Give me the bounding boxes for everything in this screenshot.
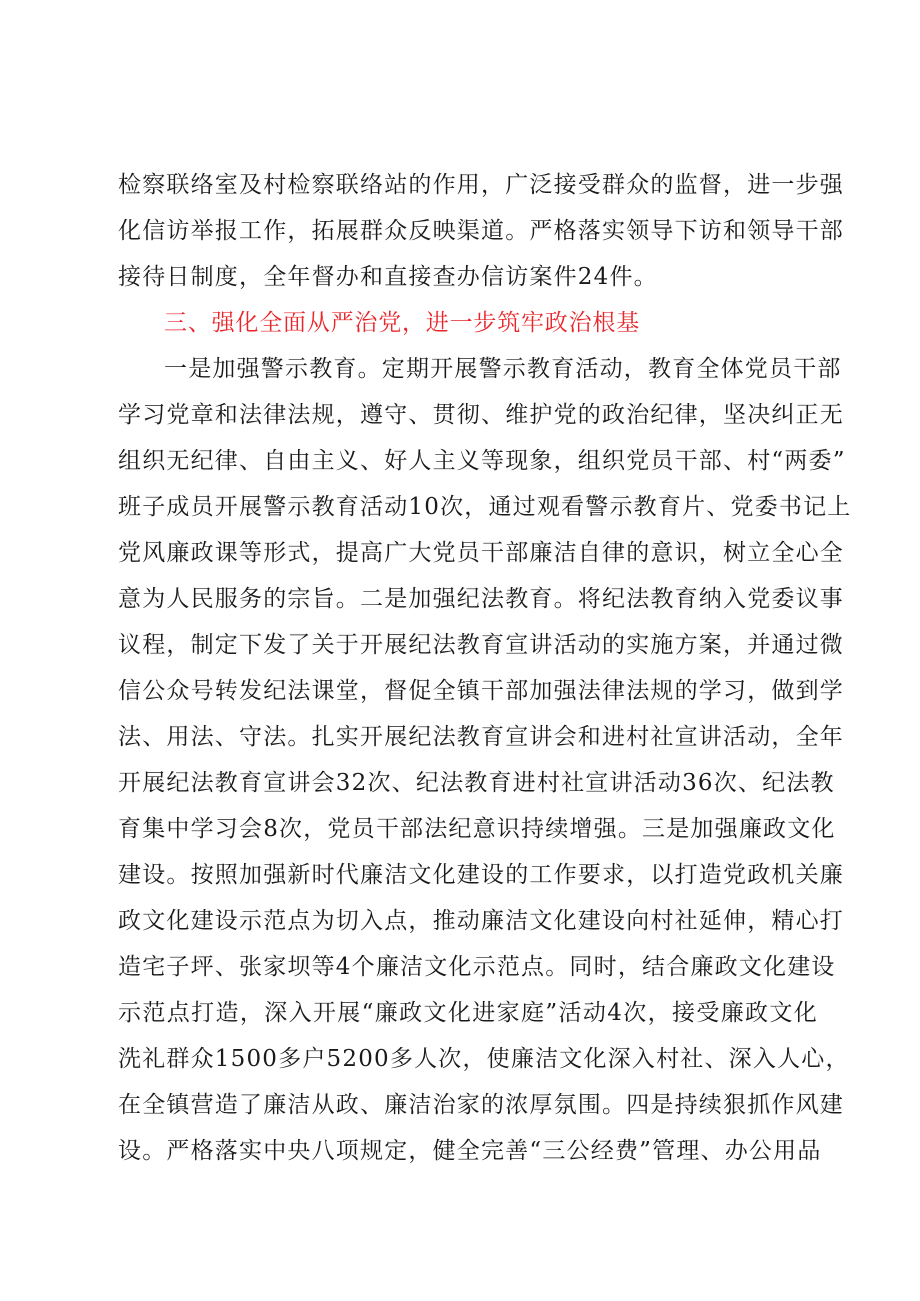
body-text-line: 设。严格落实中央八项规定，健全完善“三公经费”管理、办公用品 <box>118 1138 822 1164</box>
body-text-line: 建设。按照加强新时代廉洁文化建设的工作要求，以打造党政机关廉 <box>118 862 844 888</box>
body-text-line: 政文化建设示范点为切入点，推动廉洁文化建设向村社延伸，精心打 <box>118 908 844 934</box>
body-text-line: 接待日制度，全年督办和直接查办信访案件24件。 <box>118 264 658 290</box>
body-text-line: 造宅子坪、张家坝等4个廉洁文化示范点。同时，结合廉政文化建设 <box>118 954 836 980</box>
body-text-line: 化信访举报工作，拓展群众反映渠道。严格落实领导下访和领导干部 <box>118 218 844 244</box>
body-text-line: 洗礼群众1500多户5200多人次，使廉洁文化深入村社、深入人心， <box>118 1046 850 1072</box>
body-text-line: 班子成员开展警示教育活动10次，通过观看警示教育片、党委书记上 <box>118 494 852 520</box>
body-text-line: 学习党章和法律法规，遵守、贯彻、维护党的政治纪律，坚决纠正无 <box>118 402 844 428</box>
body-text-line: 意为人民服务的宗旨。二是加强纪法教育。将纪法教育纳入党委议事 <box>118 586 844 612</box>
body-text-line: 示范点打造，深入开展“廉政文化进家庭”活动4次，接受廉政文化 <box>118 1000 818 1026</box>
body-text-line: 信公众号转发纪法课堂，督促全镇干部加强法律法规的学习，做到学 <box>118 678 844 704</box>
body-text-line: 议程，制定下发了关于开展纪法教育宣讲活动的实施方案，并通过微 <box>118 632 844 658</box>
body-text-line: 组织无纪律、自由主义、好人主义等现象，组织党员干部、村“两委” <box>118 448 846 474</box>
body-text-line: 检察联络室及村检察联络站的作用，广泛接受群众的监督，进一步强 <box>118 172 844 198</box>
body-text-line: 开展纪法教育宣讲会32次、纪法教育进村社宣讲活动36次、纪法教 <box>118 770 835 796</box>
section-heading: 三、强化全面从严治党，进一步筑牢政治根基 <box>164 310 640 336</box>
body-text-line: 法、用法、守法。扎实开展纪法教育宣讲会和进村社宣讲活动，全年 <box>118 724 844 750</box>
body-text-line: 育集中学习会8次，党员干部法纪意识持续增强。三是加强廉政文化 <box>118 816 836 842</box>
body-text-line: 党风廉政课等形式，提高广大党员干部廉洁自律的意识，树立全心全 <box>118 540 844 566</box>
body-text-line: 在全镇营造了廉洁从政、廉洁治家的浓厚氛围。四是持续狠抓作风建 <box>118 1092 844 1118</box>
body-text-line: 一是加强警示教育。定期开展警示教育活动，教育全体党员干部 <box>164 356 842 382</box>
